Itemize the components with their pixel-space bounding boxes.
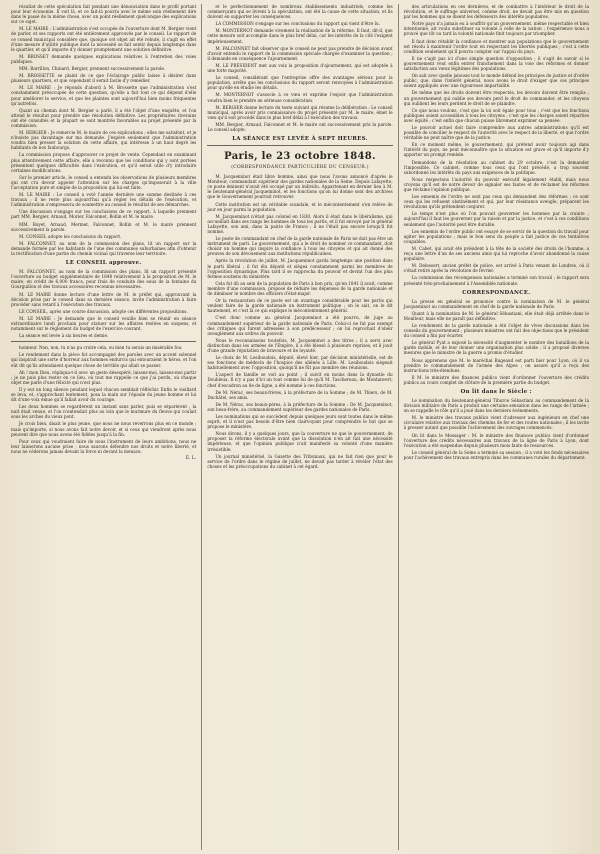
paragraph: Sur le premier article, le conseil a entendu les observations de plusieurs membres qui ont cru devoir appeler l'attention sur les charges qu'imposerait à la ville l'acceptation pure et simple de la proposition qui lui est faite. — [11, 174, 197, 190]
dateline-headline: Paris, le 23 octobre 1848. — [224, 151, 376, 163]
section-heading: CORRESPONDANCE. — [462, 289, 531, 296]
paragraph: Le rendement de la garde nationale a été l'objet de vives discussions dans les conseils du gouvernement ; plusieurs ministres ont fait des objections que le président du conseil a fini par écarter. — [403, 322, 589, 339]
paragraph: Je crois bien, disait le plus jeune, que nous ne nous reverrons plus en ce monde ; mais qu'importe, si nous avons fait notre devoir, et si ceux qui viendront après nous peuvent dire que nous avons été fidèles jusqu'à la fin. — [11, 421, 197, 437]
paragraph: Après la révolution de juillet, M. Jacqueminot garda longtemps une position dans le parti libéral ; il fut élu député et siégea constamment parmi les membres de l'opposition dynastique. Plus tard il se rapprocha du pouvoir et devint l'un des plus fermes soutiens du ministère. — [207, 258, 393, 279]
feuilleton-signature: E. L. — [185, 456, 197, 462]
paragraph: M. FALCONNET fait observer que le conseil ne peut pas prendre de décision avant d'avoir entendu le rapport de la commission spéciale chargée d'examiner la question ; il demande en conséquence l'ajournement. — [207, 45, 393, 61]
paragraph: Pour ceux qui voudraient faire de nous l'instrument de leurs ambitions, nous ne leur laisserons aucune prise ; nous saurons défendre nos droits et notre liberté, et nous ne céderons jamais devant la force ni devant la menace. — [11, 438, 197, 454]
paragraph: LE CONSEIL, après une courte discussion, adopte ces différentes propositions. — [19, 308, 188, 314]
paragraph: Un journal ministériel, la Gazette des Tribunaux, qui ne fait rien que pour le service de l'ordre dans le régime de juillet, ne devait pas tarder à révéler l'état des choses et les préoccupations du cabinet à cet égard. — [207, 453, 393, 469]
paragraph: Le conseil général de la Seine a terminé sa session ; il a voté les fonds nécessaires pour l'achèvement des travaux entrepris dans les communes rurales du département. — [403, 449, 589, 460]
paragraph: Or la restauration de ce poste est un avantage considérable pour les partis qui veulent faire de la garde nationale un instrument politique ; on le sait, on le dit hautement, et c'est là ce qui explique le mécontentement général. — [207, 298, 393, 314]
column-1 — [6, 4, 201, 850]
paragraph: MM. Barrillon, Chinard, Bergier, prennent successivement la parole. — [19, 66, 166, 72]
paragraph: M. FALCONNET, au nom de la commission des plans, lit un rapport sur la demande formée par les habitants de l'une des communes suburbaines afin d'obtenir la rectification d'une partie du chemin vicinal qui traverse leur territoire. — [11, 240, 197, 257]
column-3 — [398, 4, 594, 850]
paragraph: Nous apprenons que M. le maréchal Bugeaud est parti hier pour Lyon, où il va prendre le commandement de l'armée des Alpes ; on assure qu'il a reçu des instructions très-étendues. — [403, 357, 589, 373]
paragraph: On sait avec quelle jalousie tout le monde défend les principes de justice et d'ordre public, que, dans l'intérêt général, nous avons le droit d'exiger que ces principes soient appliqués avec une rigoureuse impartialité. — [403, 73, 589, 89]
paragraph: honneur. Non, non, tu n'as pu croire cela, ou bien tu serais un misérable fou. — [19, 345, 183, 351]
divider — [207, 145, 392, 146]
dateline-subheadline: (CORRESPONDANCE PARTICULIÈRE DU CENSEUR.) — [231, 165, 369, 171]
paragraph: Il faut donc rétablir la confiance et montrer aux populations que le gouvernement est résolu à maintenir l'ordre tout en respectant les libertés publiques ; c'est à cette condition seulement qu'il pourra compter sur l'appui du pays. — [403, 38, 589, 54]
col1-before — [11, 4, 196, 256]
column-2 — [201, 4, 397, 850]
paragraph: Cette institution est un véritable scandale, et le mécontentement s'en relève de jour en jour parmi la population. — [207, 201, 393, 212]
paragraph: M. LE MAIRE : Je demande que le conseil veuille bien se réunir en séance extraordinaire lundi prochain pour statuer sur les affaires restées en suspens, et notamment sur le règlement du budget de l'exercice courant. — [11, 315, 197, 332]
paragraph: Les nominations qui se succèdent depuis quelques jours sont toutes dans le même esprit, et il n'est pas besoin d'être bien clairvoyant pour comprendre le but que se propose le ministère. — [207, 414, 393, 430]
paragraph: M. Delessert, ancien préfet de police, est arrivé à Paris venant de Londres, où il s'était retiré après la révolution de février. — [403, 263, 589, 274]
feuilleton — [11, 345, 196, 454]
paragraph: Les ennemis de l'ordre public ont essayé de se servir de la question du travail pour agiter les populations ; mais le bon sens du peuple a fait justice de ces tentatives coupables. — [403, 228, 589, 244]
paragraph: Le pouvoir actuel doit faire comprendre aux autres administrations qu'il est possible de concilier le respect de l'autorité avec le respect de la liberté, et que l'ordre véritable ne peut naître que de la justice. — [403, 124, 589, 141]
paragraph: De M. Nérac, ses beaux-frères, à la préfecture de la Somme ; de M. Thiers, de M. Duchâtel, ses amis. — [207, 389, 393, 400]
paragraph: M. BROSSET demande quelques explications relatives à l'entretien des voies publiques. — [11, 53, 197, 64]
paragraph: Cela fut dû au sein de la population de Paris à bon prix, qu'en 1841 il avait, comme membre d'une commission, proposé de réduire les dépenses de la garde nationale et de diminuer le nombre des officiers d'état-major. — [207, 280, 393, 297]
paragraph: Demandons de la résolution au cabinet du 29 octobre, c'est la demander l'impossible. Ce cabinet, comme tous ceux qui l'ont précédé, a trop souvent subordonné les intérêts du pays aux exigences de la politique. — [403, 159, 589, 175]
paragraph: M. Cabet, qui avait été président à la tête de la société des droits de l'homme, a reçu une lettre d'un de ses anciens amis qui lui reproche d'avoir abandonné la cause populaire. — [403, 245, 589, 262]
paragraph: C'est donc comme au général Jacqueminot a été pourvu, de juge au commandement supérieur de la garde nationale de Paris. Celui-ci ne fut pas exempt des critiques qui furent adressées à son prédécesseur ; on lui reprochait d'obéir aveuglément aux ordres du pouvoir. — [207, 315, 393, 336]
paragraph: Ce que nous voulons, c'est que la loi soit égale pour tous ; c'est que les fonctions publiques soient accessibles à tous les citoyens ; c'est que les charges soient réparties avec équité ; c'est enfin que chacun puisse librement exprimer sa pensée. — [403, 107, 589, 123]
paragraph: Le poste de commandant en chef de la garde nationale de Paris ne doit pas être un instrument de parti. Le gouvernement, qui a le droit de nommer ce commandant, doit choisir un homme qui inspire la confiance à tous les citoyens et qui ait donné des preuves de son dévouement aux institutions républicaines. — [207, 236, 393, 257]
paragraph: M. LE MAIRE : L'administration s'est occupée de l'ouverture dont M. Bergier vient de parler, et ses rapports ont été entièrement approuvés par le conseil. Le rapport de ce conseil municipal considère que, quoique cet objet ait été rebuté, il s'agit en effet d'une mesure d'utilité publique dont la nécessité se fait sentir depuis longtemps dans le quartier, et qu'il importe d'y donner promptement une solution définitive. — [11, 26, 197, 52]
col2-after — [207, 174, 392, 469]
col3-after — [404, 299, 589, 385]
paragraph: Il y eut un long silence pendant lequel chacun semblait réfléchir. Enfin le vieillard se leva, et, s'approchant lentement, posa la main sur l'épaule du jeune homme et lui dit d'une voix émue qu'il fallait avoir du courage. — [11, 386, 197, 403]
paragraph: M. LE MAIRE : Je réponds d'abord à M. Brossette que l'administration s'est constamment préoccupée de cette question, qu'elle a fait tout ce qui dépend d'elle pour améliorer le service, et que les plaintes sont aujourd'hui bien moins fréquentes qu'autrefois. — [11, 85, 197, 106]
paragraph: Notre pays n'a jamais eu à souffrir qu'un gouvernement, même respectable et bien intentionné, ait voulu substituer sa volonté à celle de la nation ; l'expérience nous a prouvé que tôt ou tard la volonté nationale finit toujours par triompher. — [403, 21, 589, 37]
paragraph: M. Jacqueminot n'était pas colonel en 1830. Alors il était dans le libéralisme, qui accueillait dans ses rangs les hommes de tous les partis, et il fut envoyé par le général Lafayette, son ami, dans la pairie de France ; il ne l'était pas encore lorsqu'il fut nommé. — [207, 213, 393, 234]
paragraph: M. BROSSETTE se plaint de ce que l'éclairage public laisse à désirer dans plusieurs quartiers, et que cependant il serait facile d'y remédier. — [11, 73, 197, 84]
paragraph: Il M. le ministre des finances publics vient d'ordonner l'ouverture des crédits publics au cours complet de clôture de la première partie du budget. — [403, 374, 589, 385]
paragraph: Ah ! mon Dieu, répliqua-t-il avec un geste désespéré, laissez-moi, laissez-moi partir ; je ne puis plus rester en ce lieu, où tout me rappelle ce que j'ai perdu, où chaque objet me parle d'une félicité qui n'est plus. — [11, 369, 197, 385]
paragraph: La séance est levée à six heures et demie. — [19, 333, 109, 339]
paragraph: MM. Boyet, Arnaud, Mermet, Falconnet, Bollin et M. le maire prennent successivement la parole. — [11, 221, 197, 232]
paragraph: Le temps n'est plus où l'on pouvait gouverner les hommes par la crainte ; aujourd'hui il faut les gouverner par la raison et par la justice, et c'est à ces conditions seulement que l'autorité peut être durable. — [403, 211, 589, 227]
section-heading-siecle: On lit dans le Siècle : — [460, 389, 532, 395]
paragraph: résultat de cette spéculation fait pendant une dénonciation dans le profil portant pour leur économie. Il voit là, et ce fait-là pourra avec le même soin réellement dire dans le passé de la même chose, avec un point réellement quelconque des explications sur ce sujet. — [11, 4, 197, 25]
paragraph: Nous le reconnaissons toutefois, M. Jacqueminot a des titres ; il a servi avec distinction dans les armées de l'Empire, il a été blessé à plusieurs reprises, et il jouit d'une grande réputation de bravoure et de loyauté. — [207, 337, 393, 353]
col3-after2 — [404, 398, 589, 460]
divider — [11, 341, 196, 342]
paragraph: De M. Nérac, ses beaux-pères, à la préfecture de la Somme : De M. Jacqueminot, son beau-frère, au commandement supérieur des gardes nationales de Paris. — [207, 401, 393, 412]
paragraph: L'aspect de famille se voit au point ; il suivit en moins dans la dynastie du Doubleux. Il n'y a pas d'ici un tout comme lui de qu'il M. Taschereau, de Montanvert, chef d'escadron au 8e de ligne, a été nommé à ces fonctions. — [207, 372, 393, 388]
paragraph: Le rendement dans la pièce fut accompagné des paroles avec un accent solennel qui inspirait une sorte d'horreur aux hommes endurcis qui entouraient le héros, et l'on eût dit qu'ils attendaient quelque chose de terrible qui allait se passer. — [11, 352, 197, 368]
paragraph: La presse en général se prononce contre la nomination de M. le général Jacqueminot au commandement en chef de la garde nationale de Paris. — [403, 298, 589, 309]
paragraph: M. MONTERNOT s'associe à ce vœu et exprime l'espoir que l'administration voudra bien le prendre en sérieuse considération. — [207, 92, 393, 103]
paragraph: Quant à la nomination de M. le général Sébastiani, elle était déjà arrêtée dans le Moniteur, mais elle ne paraît pas définitive. — [403, 310, 589, 321]
section-heading: LA SÉANCE EST LEVÉE À SEPT HEURES. — [232, 136, 368, 143]
paragraph: M. LE MAIRE donne lecture d'une lettre de M. le préfet qui, approuvant la décision prise par le conseil dans sa dernière séance, invite l'administration à faire procéder sans retard à l'exécution des travaux. — [11, 291, 197, 307]
paragraph: Le conseil, considérant que l'entreprise offre des avantages sérieux pour la population, arrête que les conclusions du rapport seront renvoyées à l'administration pour qu'elle en étudie les détails. — [207, 75, 393, 91]
paragraph: M. CONSEIL adopte les conclusions du rapport. — [19, 233, 122, 239]
paragraph: M. FALCONNET, au nom de la commission des plans, lit un rapport présenté l'ouverture au budget supplémentaire de 1848 relativement à la proposition de M. le maire, en crédit de 6,000 francs, pour frais de conduite des eaux de la fontaine du Gourguillon et des travaux accessoires reconnus nécessaires. — [11, 269, 197, 290]
paragraph: Le nomination du lieutenant-général Tiburce Sébastiani au commandement de la division militaire de Paris a produit une certaine sensation dans les rangs de l'armée ; on se rappelle le rôle qu'il a joué dans les derniers événements. — [403, 398, 589, 414]
paragraph: Nous dirons, il y a quelques jours, que la couverture ne que le gouvernement, de proposer la réforme électorale avant que la dissolution n'en ait fait une nécessité impérieuse, et que l'opinion publique n'ait manifesté sa volonté d'une manière irrésistible. — [207, 431, 393, 452]
paragraph: MM. Bergier, Arnaud, Falconnet et M. le maire ont successivement pris la parole. Le conseil adopte. — [207, 121, 393, 132]
paragraph: LA COMMISSION s'engage sur les conclusions du rapport qui vient d'être lu. — [215, 21, 381, 27]
paragraph: Les deux hommes se regardèrent un instant sans parler, puis se séparèrent ; la nuit était venue, et l'on n'entendait plus au loin que le murmure du fleuve qui coulait sous les arches du vieux pont. — [11, 404, 197, 420]
col2-before — [207, 4, 392, 132]
section-heading: LE CONSEIL approuve. — [65, 260, 142, 267]
paragraph: Le choix de M. Lesiboudois, député, élevé hier, par décision ministérielle, est de ses fonctions de médecin de l'hospice des aliénés à Lille. M. Lesiboudois siégeait habituellement avec l'opposition, quoiqu'il ne fût pas membre des réunions. — [207, 355, 393, 371]
col3-before — [404, 4, 589, 286]
paragraph: On lit dans le Messager : M. le ministre des finances publics vient d'ordonner l'ouverture des crédits nécessaires aux travaux de la ligne de Paris à Lyon, dont l'exécution a été suspendue depuis plusieurs mois faute de ressources. — [403, 432, 589, 448]
paragraph: En ce moment même, le gouvernement, qui prétend avoir toujours agi dans l'intérêt du pays, ne peut méconnaître que la situation est grave et qu'il importe d'y apporter un prompt remède. — [403, 142, 589, 158]
paragraph: Le général Pyat a exposé la nécessité d'augmenter le nombre des bataillons de la garde mobile, et de leur donner une organisation plus solide ; il a proposé diverses mesures que le ministre de la guerre a promis d'étudier. — [403, 340, 589, 356]
paragraph: M. MONTERNOT demande vivement la réalisation de la réforme. Il faut, dit-il, que cette mesure soit accomplie dans le plus bref délai, car les intérêts de la cité l'exigent impérieusement. — [207, 28, 393, 44]
paragraph: Nous respectons l'autorité du pouvoir exécutif légalement établi, mais nous croyons qu'il est de notre devoir de signaler ses fautes et de réclamer les réformes que réclame l'opinion publique. — [403, 176, 589, 192]
columns — [6, 4, 594, 850]
paragraph: Les ennemis de l'ordre ne sont pas ceux qui demandent des réformes ; ce sont ceux qui les refusent obstinément et qui, par leur résistance aveugle, préparent les révolutions qu'ils prétendent conjurer. — [403, 194, 589, 210]
paragraph: M. BERGIER donne lecture du texte suivant qui résume la délibération : Le conseil municipal, après avoir pris connaissance du projet présenté par M. le maire, émet le vœu qu'il soit procédé dans le plus bref délai à l'exécution des travaux. — [207, 104, 393, 120]
paragraph: et le perfectionnement de nombreux établissements industriels, comme les commerçants qui se livrent à la spéculation, ont été la cause de cette situation, et ils doivent en supporter les conséquences. — [207, 4, 393, 20]
paragraph: Quant au chemin dont M. Bergier a parlé, il a été l'objet d'une enquête, et l'on attend le résultat pour prendre une résolution définitive. Les propriétaires riverains ont été consultés et la plupart se sont montrés favorables au projet présenté par la commission. — [11, 107, 197, 128]
paragraph: La commission des récompenses nationales a terminé son travail ; le rapport sera présenté très-prochainement à l'Assemblée nationale. — [403, 275, 589, 286]
paragraph: La commission propose d'approuver ce projet de vente. Cependant en examinant plus attentivement cette affaire, elle a reconnu que les conditions qui y sont portées présentent quelques difficultés dans l'exécution, et qu'il serait utile d'y introduire certaines modifications. — [11, 152, 197, 173]
paragraph: Il ne s'agit pas ici d'une simple question d'opposition ; il s'agit de savoir si le gouvernement veut enfin entrer franchement dans la voie des réformes et donner satisfaction aux vœux légitimes des populations. — [403, 55, 589, 72]
paragraph: Une discussion s'engage sur les conclusions de ce rapport, à laquelle prennent part MM. Bergier, Arnaud, Morier, Falconnet, Bollin et M. le maire. — [11, 209, 197, 220]
paragraph: M. LE MAIRE : Le conseil a voté l'année dernière une somme destinée à ces travaux ; il ne reste plus aujourd'hui qu'à régler les détails de l'exécution, et l'administration s'empressera de soumettre au conseil le résultat de ses démarches. — [11, 192, 197, 208]
paragraph: des articulations en ces dernières, et de combattre à l'intérieur le droit de la révolution, et le suffrage universel, comme droit, ne devait pas être mis en question par les hommes qui se disent les défenseurs des intérêts populaires. — [403, 4, 589, 20]
paragraph: M. LE PRÉSIDENT met aux voix la proposition d'ajournement, qui est adoptée à une forte majorité. — [207, 62, 393, 74]
paragraph: M. BERGIER : Je remercie M. le maire de ces explications ; elles me satisfont, et je n'insiste pas davantage sur ma demande. J'espère seulement que l'administration voudra bien presser la solution de cette affaire, qui intéresse à un haut degré les habitants de nos faubourgs. — [11, 130, 197, 151]
paragraph: De même que les droits doivent être respectés, les devoirs doivent être remplis ; un gouvernement qui oublie ses devoirs perd le droit de commander, et les citoyens qui oublient les leurs perdent le droit de se plaindre. — [403, 90, 589, 106]
col1-after — [11, 269, 196, 338]
paragraph: M. le ministre des travaux publics vient d'adresser aux ingénieurs en chef une circulaire relative aux travaux des chemins de fer et des routes nationales ; il les invite à presser autant que possible l'achèvement des ouvrages commencés. — [403, 415, 589, 431]
paragraph: M. Jacqueminot était libre homme, ainsi que nous l'avons annoncé d'après le Moniteur, commandant supérieur des gardes nationales de la Seine. Depuis Lafayette, ce poste éminent n'avait été occupé par un individu. Appartenant en dernier lieu à M. le lieutenant-général Jacqueminot, et les fonctions qu'on lui donne sont des archives que le Gouvernement pourrait retrouver. — [207, 174, 393, 200]
